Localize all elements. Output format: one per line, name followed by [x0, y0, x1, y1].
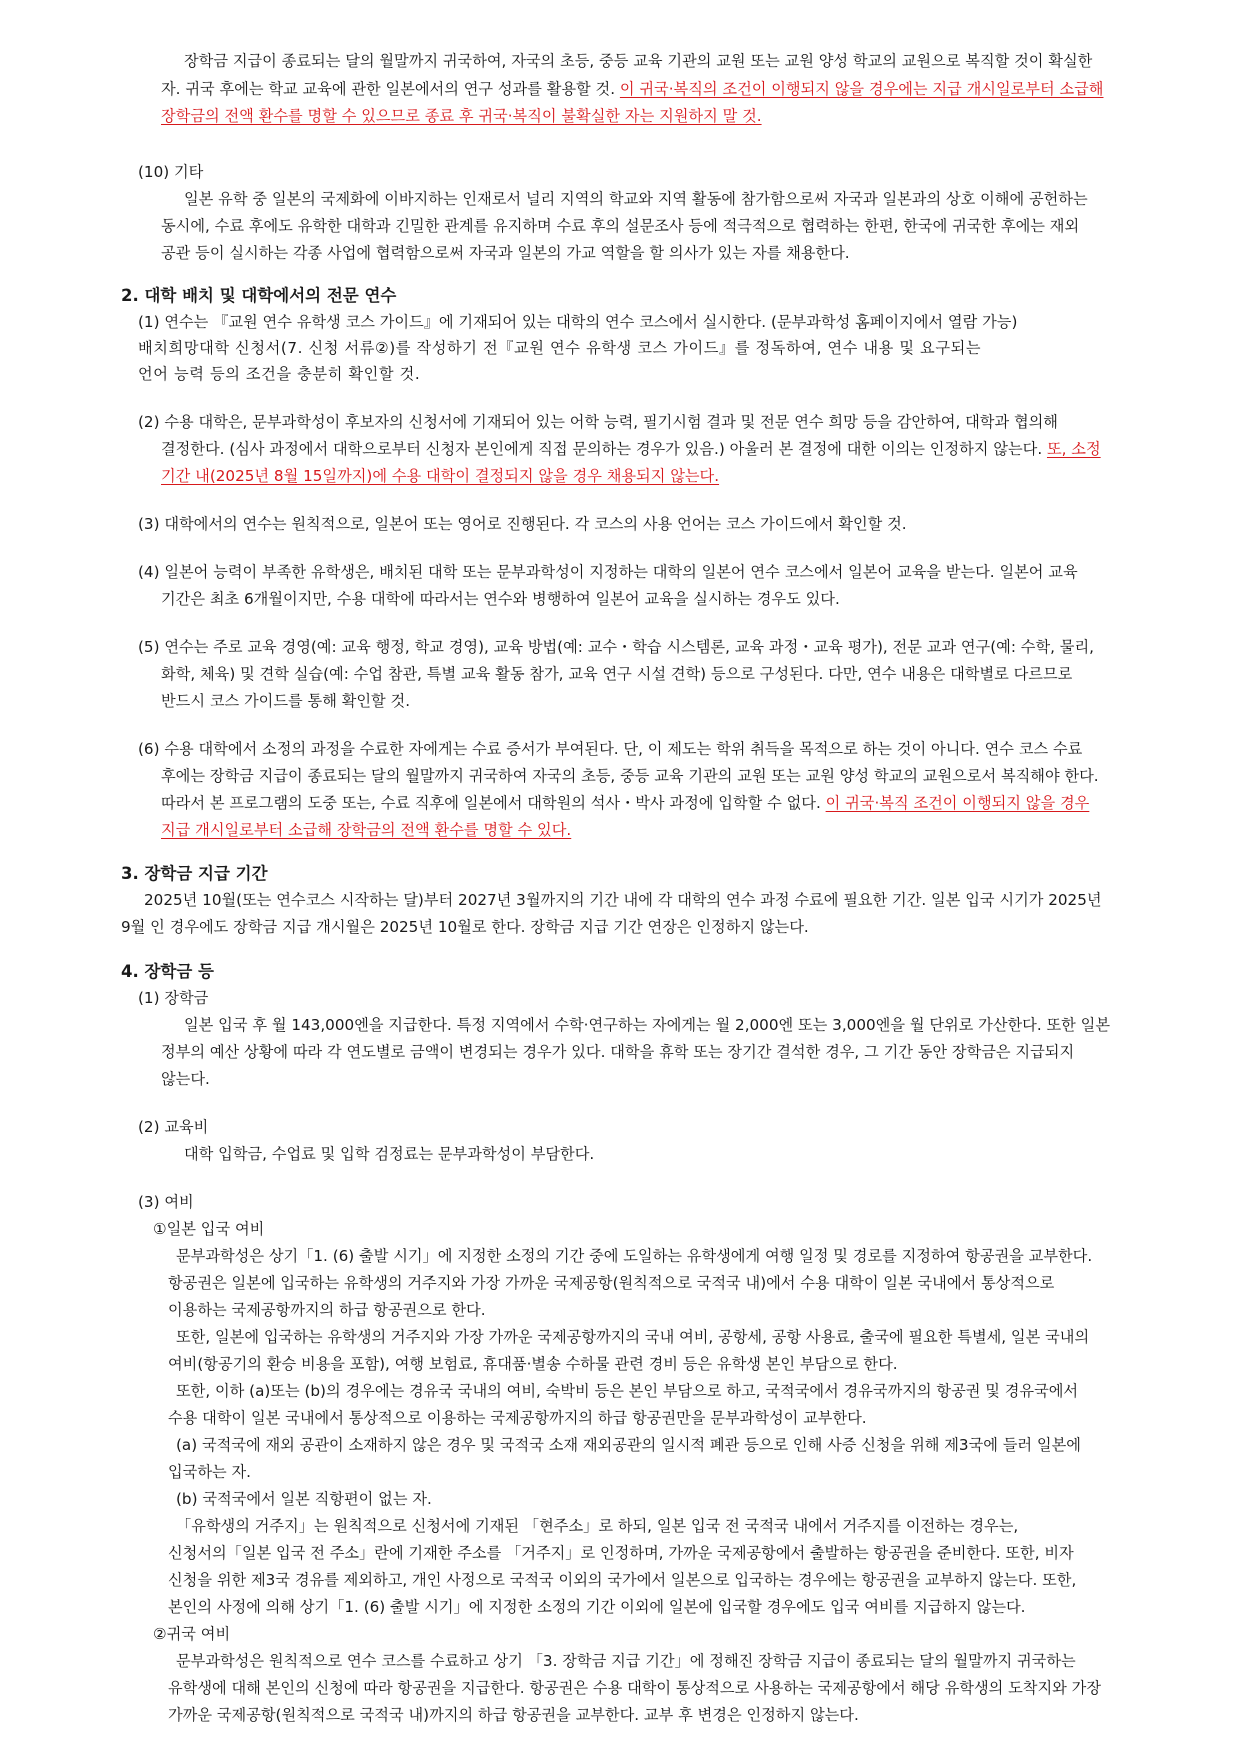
s2-p2-warning-b: 기간 내(2025년 8월 15일까지)에 수용 대학이 결정되지 않을 경우 채용되지 않는다. — [161, 467, 720, 485]
etc-line-3: 공관 등이 실시하는 각종 사업에 협력함으로써 자국과 일본의 가교 역할을 할 의사가 있는 자를 채용한다. — [161, 244, 850, 262]
intro-line-2 — [161, 79, 1103, 99]
s4-p2: 대학 입학금, 수업료 및 입학 검정료는 문부과학성이 부담한다. — [184, 1145, 595, 1163]
intro-warning-b: 장학금의 전액 환수를 명할 수 있으므로 종료 후 귀국·복직이 불확실한 자는 지원하지 말 것. — [161, 107, 762, 125]
s2-p2-warning-a: 또, 소정 — [1046, 440, 1101, 458]
s2-p5-line-2: 화학, 체육) 및 견학 실습(예: 수업 참관, 특별 교육 활동 참가, 교육 연구 시설 견학) 등으로 구성된다. 다만, 연수 내용은 대학별로 다르므로 — [161, 665, 1073, 683]
etc-heading: (10) 기타 — [138, 163, 204, 181]
s2-p1-line-3: 언어 능력 등의 조건을 충분히 확인할 것. — [138, 365, 421, 383]
s4-p3a-line-11: 「유학생의 거주지」는 원칙적으로 신청서에 기재된 「현주소」로 하되, 일본 입국 전 국적국 내에서 거주지를 이전하는 경우는, — [176, 1517, 1019, 1535]
s4-p3a-line-9: 입국하는 자. — [168, 1463, 252, 1481]
s2-p4-line-2: 기간은 최초 6개월이지만, 수용 대학에 따라서는 연수와 병행하여 일본어 교육을 실시하는 경우도 있다. — [161, 590, 840, 608]
s4-p1-line-2: 정부의 예산 상황에 따라 각 연도별로 금액이 변경되는 경우가 있다. 대학을 휴학 또는 장기간 결석한 경우, 그 기간 동안 장학금은 지급되지 — [161, 1043, 1075, 1061]
s2-p6-line-3 — [161, 793, 1089, 813]
s4-h3: (3) 여비 — [138, 1193, 194, 1211]
s4-p3a-line-5: 여비(항공기의 환승 비용을 포함), 여행 보험료, 휴대품·별송 수하물 관련 경비 등은 유학생 본인 부담으로 한다. — [168, 1355, 898, 1373]
s4-p3a-line-3: 이용하는 국제공항까지의 하급 항공권으로 한다. — [168, 1301, 486, 1319]
s2-p6-warning-a: 이 귀국·복직 조건이 이행되지 않을 경우 — [825, 794, 1090, 812]
s2-p6-line-1: (6) 수용 대학에서 소정의 과정을 수료한 자에게는 수료 증서가 부여된다. 단, 이 제도는 학위 취득을 목적으로 하는 것이 아니다. 연수 코스 수료 — [138, 740, 1083, 758]
s2-p6-line-2: 후에는 장학금 지급이 종료되는 달의 월말까지 귀국하여 자국의 초등, 중등 교육 기관의 교원 또는 교원 양성 학교의 교원으로서 복직해야 한다. — [161, 767, 1099, 785]
s2-p2-line-2 — [161, 439, 1101, 459]
s2-p4-line-1: (4) 일본어 능력이 부족한 유학생은, 배치된 대학 또는 문부과학성이 지정하는 대학의 일본어 연수 코스에서 일본어 교육을 받는다. 일본어 교육 — [138, 563, 1078, 581]
s4-h3a: ①일본 입국 여비 — [153, 1220, 265, 1238]
s2-p1-line-1: (1) 연수는 『교원 연수 유학생 코스 가이드』에 기재되어 있는 대학의 연수 코스에서 실시한다. (문부과학성 홈페이지에서 열람 가능) — [138, 313, 1018, 331]
s4-p3b-line-3: 가까운 국제공항(원칙적으로 국적국 내)까지의 하급 항공권을 교부한다. 교부 후 변경은 인정하지 않는다. — [168, 1706, 859, 1724]
s4-p3a-line-1: 문부과학성은 상기「1. (6) 출발 시기」에 지정한 소정의 기간 중에 도일하는 유학생에게 여행 일정 및 경로를 지정하여 항공권을 교부한다. — [176, 1247, 1093, 1265]
s4-p3a-line-6: 또한, 이하 (a)또는 (b)의 경우에는 경유국 국내의 여비, 숙박비 등은 본인 부담으로 하고, 국적국에서 경유국까지의 항공권 및 경유국에서 — [176, 1382, 1079, 1400]
s4-p1-line-1: 일본 입국 후 월 143,000엔을 지급한다. 특정 지역에서 수학·연구하는 자에게는 월 2,000엔 또는 3,000엔을 월 단위로 가산한다. 또한 일본 — [184, 1016, 1111, 1034]
s3-line-1: 2025년 10월(또는 연수코스 시작하는 달)부터 2027년 3월까지의 기간 내에 각 대학의 연수 과정 수료에 필요한 기간. 일본 입국 시기가 2025년 — [144, 891, 1102, 909]
s4-h1: (1) 장학금 — [138, 989, 209, 1007]
s2-p2-line-1: (2) 수용 대학은, 문부과학성이 후보자의 신청서에 기재되어 있는 어학 능력, 필기시험 결과 및 전문 연수 희망 등을 감안하여, 대학과 협의해 — [138, 413, 1058, 431]
intro-line-2-text: 자. 귀국 후에는 학교 교육에 관한 일본에서의 연구 성과를 활용할 것. — [161, 80, 616, 98]
s2-p6-line-3-text: 따라서 본 프로그램의 도중 또는, 수료 직후에 일본에서 대학원의 석사・박사 과정에 입학할 수 없다. — [161, 794, 821, 812]
section-3-title: 3. 장학금 지급 기간 — [121, 864, 268, 883]
etc-line-2: 동시에, 수료 후에도 유학한 대학과 긴밀한 관계를 유지하며 수료 후의 설문조사 등에 적극적으로 협력하는 한편, 한국에 귀국한 후에는 재외 — [161, 217, 1080, 235]
s2-p5-line-1: (5) 연수는 주로 교육 경영(예: 교육 행정, 학교 경영), 교육 방법(예: 교수・학습 시스템론, 교육 과정・교육 평가), 전문 교과 연구(예: 수학, 물리, — [138, 638, 1094, 656]
s2-p5-line-3: 반드시 코스 가이드를 통해 확인할 것. — [161, 692, 411, 710]
s4-p3a-line-12: 신청서의「일본 입국 전 주소」란에 기재한 주소를 「거주지」로 인정하며, 가까운 국제공항에서 출발하는 항공권을 준비한다. 또한, 비자 — [168, 1544, 1074, 1562]
s4-p3a-line-14: 본인의 사정에 의해 상기「1. (6) 출발 시기」에 지정한 소정의 기간 이외에 일본에 입국할 경우에도 입국 여비를 지급하지 않는다. — [168, 1598, 1026, 1616]
s4-p3b-line-1: 문부과학성은 원칙적으로 연수 코스를 수료하고 상기 「3. 장학금 지급 기간」에 정해진 장학금 지급이 종료되는 달의 월말까지 귀국하는 — [176, 1652, 1076, 1670]
s2-p1-line-2: 배치희망대학 신청서(7. 신청 서류②)를 작성하기 전『교원 연수 유학생 코스 가이드』를 정독하여, 연수 내용 및 요구되는 — [138, 339, 982, 357]
s4-h2: (2) 교육비 — [138, 1118, 209, 1136]
s4-p3a-line-7: 수용 대학이 일본 국내에서 통상적으로 이용하는 국제공항까지의 하급 항공권만을 문부과학성이 교부한다. — [168, 1409, 867, 1427]
s4-p3a-line-8: (a) 국적국에 재외 공관이 소재하지 않은 경우 및 국적국 소재 재외공관의 일시적 폐관 등으로 인해 사증 신청을 위해 제3국에 들러 일본에 — [176, 1436, 1081, 1454]
s4-p3a-line-13: 신청을 위한 제3국 경유를 제외하고, 개인 사정으로 국적국 이외의 국가에서 일본으로 입국하는 경우에는 항공권을 교부하지 않는다. 또한, — [168, 1571, 1077, 1589]
intro-line-1: 장학금 지급이 종료되는 달의 월말까지 귀국하여, 자국의 초등, 중등 교육 기관의 교원 또는 교원 양성 학교의 교원으로 복직할 것이 확실한 — [184, 52, 1093, 70]
s4-p3a-line-10: (b) 국적국에서 일본 직항편이 없는 자. — [176, 1490, 432, 1508]
s4-p3a-line-4: 또한, 일본에 입국하는 유학생의 거주지와 가장 가까운 국제공항까지의 국내 여비, 공항세, 공항 사용료, 출국에 필요한 특별세, 일본 국내의 — [176, 1328, 1090, 1346]
etc-line-1: 일본 유학 중 일본의 국제화에 이바지하는 인재로서 널리 지역의 학교와 지역 활동에 참가함으로써 자국과 일본과의 상호 이해에 공헌하는 — [184, 190, 1088, 208]
s4-h3b: ②귀국 여비 — [153, 1625, 231, 1643]
s4-p1-line-3: 않는다. — [161, 1070, 210, 1088]
section-2-title: 2. 대학 배치 및 대학에서의 전문 연수 — [121, 286, 397, 305]
s2-p2-line-2-text: 결정한다. (심사 과정에서 대학으로부터 신청자 본인에게 직접 문의하는 경우가 있음.) 아울러 본 결정에 대한 이의는 인정하지 않는다. — [161, 440, 1043, 458]
s2-p3: (3) 대학에서의 연수는 원칙적으로, 일본어 또는 영어로 진행된다. 각 코스의 사용 언어는 코스 가이드에서 확인할 것. — [138, 515, 907, 533]
section-4-title: 4. 장학금 등 — [121, 962, 214, 981]
s3-line-2: 9월 인 경우에도 장학금 지급 개시월은 2025년 10월로 한다. 장학금 지급 기간 연장은 인정하지 않는다. — [121, 918, 809, 936]
s2-p6-warning-b: 지급 개시일로부터 소급해 장학금의 전액 환수를 명할 수 있다. — [161, 821, 572, 839]
s4-p3b-line-2: 유학생에 대해 본인의 신청에 따라 항공권을 지급한다. 항공권은 수용 대학이 통상적으로 사용하는 국제공항에서 해당 유학생의 도착지와 가장 — [168, 1679, 1101, 1697]
intro-warning-a: 이 귀국·복직의 조건이 이행되지 않을 경우에는 지급 개시일로부터 소급해 — [619, 80, 1104, 98]
s4-p3a-line-2: 항공권은 일본에 입국하는 유학생의 거주지와 가장 가까운 국제공항(원칙적으로 국적국 내)에서 수용 대학이 일본 국내에서 통상적으로 — [168, 1274, 1055, 1292]
